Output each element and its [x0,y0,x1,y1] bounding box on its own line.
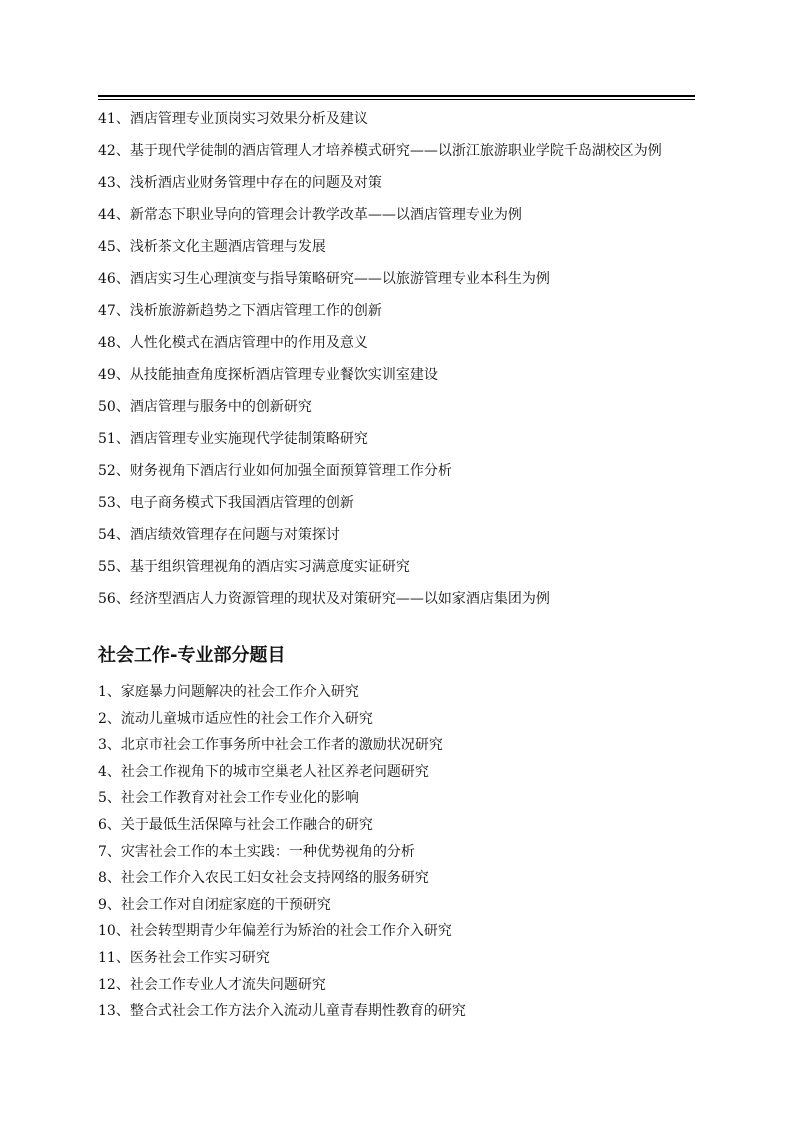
topic-item: 44、新常态下职业导向的管理会计教学改革——以酒店管理专业为例 [98,207,522,223]
hospitality-topic-list [98,111,698,623]
social-work-topic-list [98,679,698,1025]
topic-item: 6、关于最低生活保障与社会工作融合的研究 [98,816,373,833]
topic-item: 53、电子商务模式下我国酒店管理的创新 [98,495,354,511]
topic-item: 12、社会工作专业人才流失问题研究 [98,976,326,993]
topic-item: 4、社会工作视角下的城市空巢老人社区养老问题研究 [98,763,429,780]
topic-item: 2、流动儿童城市适应性的社会工作介入研究 [98,710,373,727]
topic-item: 7、灾害社会工作的本土实践：一种优势视角的分析 [98,843,415,860]
topic-item: 46、酒店实习生心理演变与指导策略研究——以旅游管理专业本科生为例 [98,271,550,287]
topic-item: 47、浅析旅游新趋势之下酒店管理工作的创新 [98,303,382,319]
topic-item: 8、社会工作介入农民工妇女社会支持网络的服务研究 [98,870,429,887]
topic-item: 5、社会工作教育对社会工作专业化的影响 [98,790,359,807]
topic-item: 50、酒店管理与服务中的创新研究 [98,399,312,415]
topic-item: 1、家庭暴力问题解决的社会工作介入研究 [98,684,359,700]
topic-item: 45、浅析茶文化主题酒店管理与发展 [98,239,326,255]
topic-item: 49、从技能抽查角度探析酒店管理专业餐饮实训室建设 [98,367,438,383]
topic-item: 48、人性化模式在酒店管理中的作用及意义 [98,335,368,351]
topic-item: 3、北京市社会工作事务所中社会工作者的激励状况研究 [98,737,443,754]
topic-item: 42、基于现代学徒制的酒店管理人才培养模式研究——以浙江旅游职业学院千岛湖校区为例 [98,143,662,159]
topic-item: 10、社会转型期青少年偏差行为矫治的社会工作介入研究 [98,923,452,940]
header-rule-thin [98,99,695,100]
topic-item: 51、酒店管理专业实施现代学徒制策略研究 [98,431,368,447]
topic-item: 11、医务社会工作实习研究 [98,949,270,966]
social-work-heading: 社会工作-专业部分题目 [98,645,286,666]
topic-item: 41、酒店管理专业顶岗实习效果分析及建议 [98,111,368,127]
topic-item: 13、整合式社会工作方法介入流动儿童青春期性教育的研究 [98,1003,466,1020]
topic-item: 43、浅析酒店业财务管理中存在的问题及对策 [98,175,382,191]
topic-item: 52、财务视角下酒店行业如何加强全面预算管理工作分析 [98,463,452,479]
header-rule-thick [98,95,695,97]
topic-item: 56、经济型酒店人力资源管理的现状及对策研究——以如家酒店集团为例 [98,591,550,607]
topic-item: 9、社会工作对自闭症家庭的干预研究 [98,896,331,913]
topic-item: 55、基于组织管理视角的酒店实习满意度实证研究 [98,559,410,575]
topic-item: 54、酒店绩效管理存在问题与对策探讨 [98,527,340,543]
